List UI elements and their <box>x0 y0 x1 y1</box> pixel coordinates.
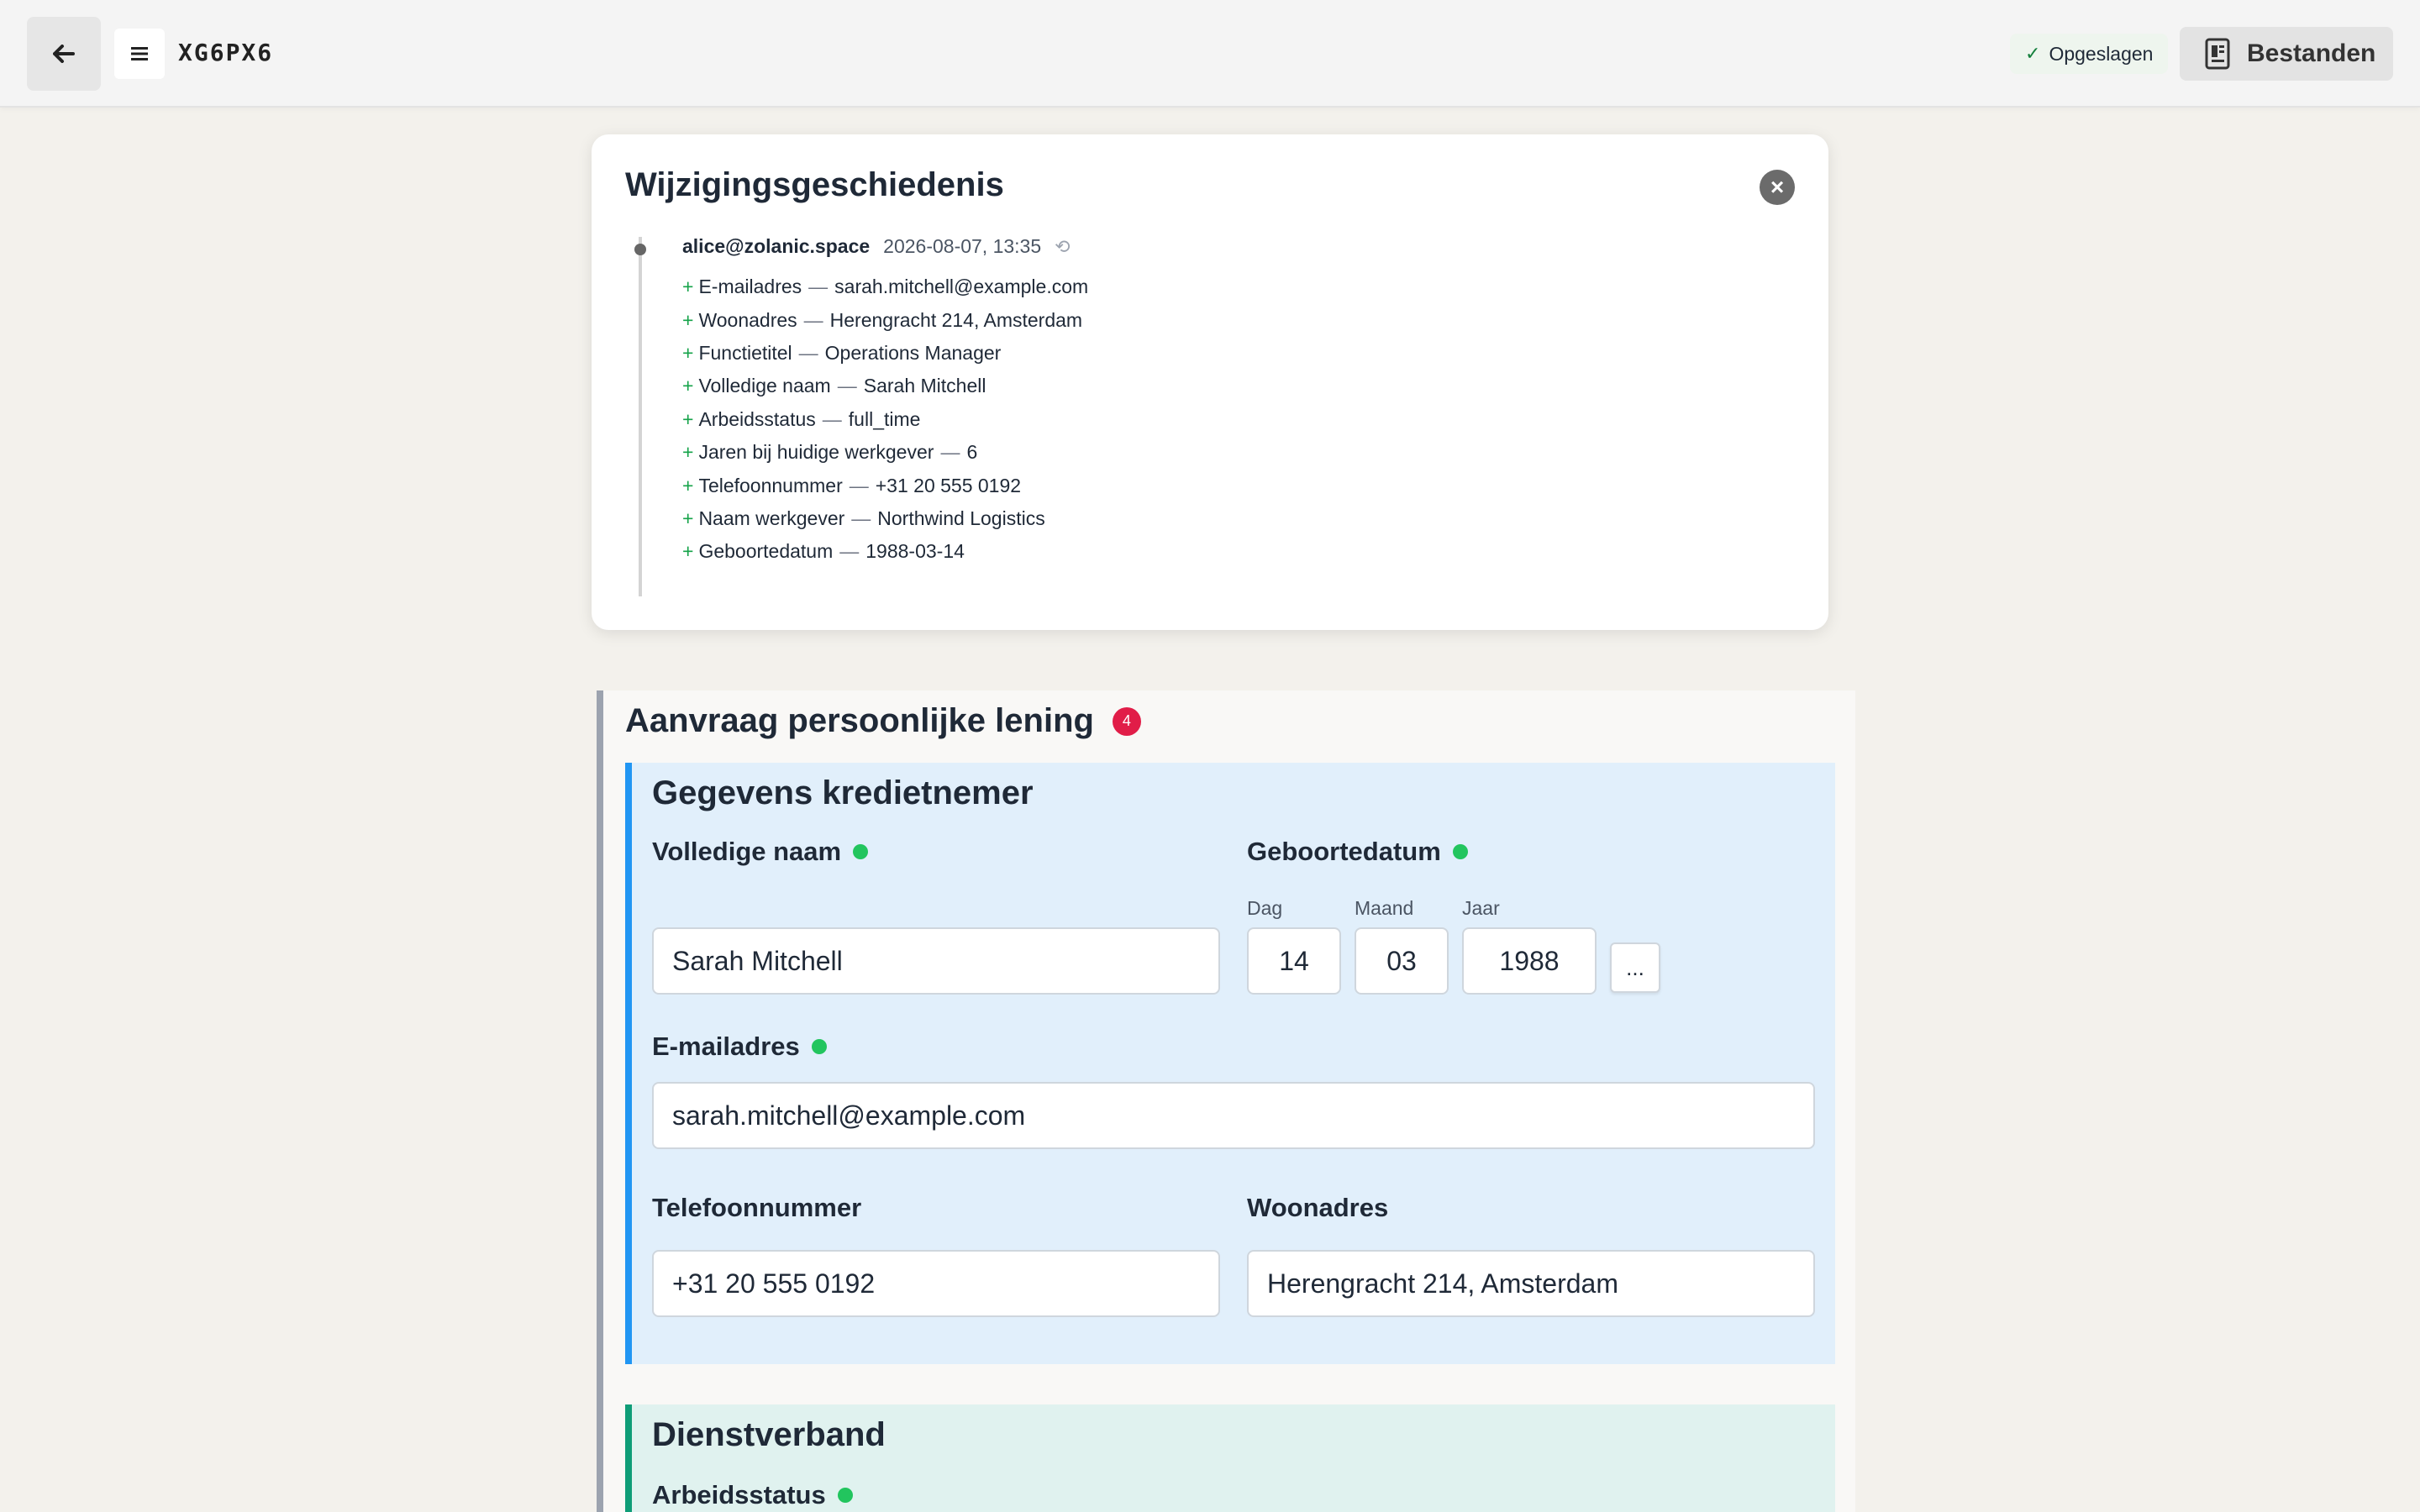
employment-status-label: Arbeidsstatus <box>652 1480 853 1510</box>
change-item: + Telefoonnummer — +31 20 555 0192 <box>682 474 1022 496</box>
close-icon[interactable]: × <box>1760 170 1795 205</box>
error-count-badge: 4 <box>1113 707 1141 736</box>
saved-label: Opgeslagen <box>2049 42 2154 65</box>
email-label: E-mailadres <box>652 1032 827 1062</box>
change-list <box>682 270 1088 569</box>
dob-day-label: Dag <box>1247 897 1283 919</box>
timeline-dot <box>634 244 646 255</box>
status-ok-dot <box>853 844 868 859</box>
document-icon <box>2205 38 2230 70</box>
check-icon: ✓ <box>2025 43 2041 64</box>
form-title: Aanvraag persoonlijke lening 4 <box>625 702 1141 740</box>
phone-input[interactable]: +31 20 555 0192 <box>652 1250 1220 1317</box>
dob-month-label: Maand <box>1355 897 1414 919</box>
entry-user: alice@zolanic.space <box>682 235 871 257</box>
email-input[interactable]: sarah.mitchell@example.com <box>652 1082 1815 1149</box>
dob-year-input[interactable]: 1988 <box>1462 927 1597 995</box>
files-label: Bestanden <box>2247 39 2376 67</box>
dob-label: Geboortedatum <box>1247 837 1468 867</box>
full-name-label: Volledige naam <box>652 837 868 867</box>
change-item: + Geboortedatum — 1988-03-14 <box>682 540 965 563</box>
files-button[interactable] <box>2180 27 2393 81</box>
arrow-left-icon <box>53 45 75 63</box>
date-picker-button[interactable]: ... <box>1610 942 1660 993</box>
change-item: + Volledige naam — Sarah Mitchell <box>682 375 986 397</box>
change-item: + Woonadres — Herengracht 214, Amsterdam <box>682 308 1083 331</box>
change-item: + Jaren bij huidige werkgever — 6 <box>682 441 978 464</box>
employment-section-title: Dienstverband <box>652 1416 886 1453</box>
history-entry-header <box>682 235 1071 258</box>
status-ok-dot <box>812 1039 827 1054</box>
phone-label: Telefoonnummer <box>652 1193 862 1222</box>
dob-year-label: Jaar <box>1462 897 1500 919</box>
document-id: XG6PX6 <box>178 39 274 66</box>
dob-month-input[interactable]: 03 <box>1355 927 1449 995</box>
status-ok-dot <box>838 1488 853 1503</box>
full-name-input[interactable]: Sarah Mitchell <box>652 927 1220 995</box>
borrower-section-title: Gegevens kredietnemer <box>652 774 1034 811</box>
dob-day-input[interactable]: 14 <box>1247 927 1341 995</box>
hamburger-icon <box>130 46 149 61</box>
top-bar <box>0 0 2420 108</box>
timeline-line <box>639 237 642 596</box>
back-button[interactable] <box>27 17 101 91</box>
address-label: Woonadres <box>1247 1193 1389 1222</box>
saved-status-badge <box>2010 34 2168 74</box>
history-panel <box>592 134 1828 630</box>
status-ok-dot <box>1453 844 1468 859</box>
change-item: + Functietitel — Operations Manager <box>682 341 1002 364</box>
change-item: + Naam werkgever — Northwind Logistics <box>682 507 1045 529</box>
entry-timestamp: 2026-08-07, 13:35 <box>883 235 1042 257</box>
change-item: + E-mailadres — sarah.mitchell@example.com <box>682 276 1089 298</box>
address-input[interactable]: Herengracht 214, Amsterdam <box>1247 1250 1815 1317</box>
change-item: + Arbeidsstatus — full_time <box>682 407 921 430</box>
history-title: Wijzigingsgeschiedenis <box>625 166 1004 203</box>
menu-button[interactable] <box>114 29 165 79</box>
history-icon[interactable]: ⟲ <box>1055 235 1071 257</box>
